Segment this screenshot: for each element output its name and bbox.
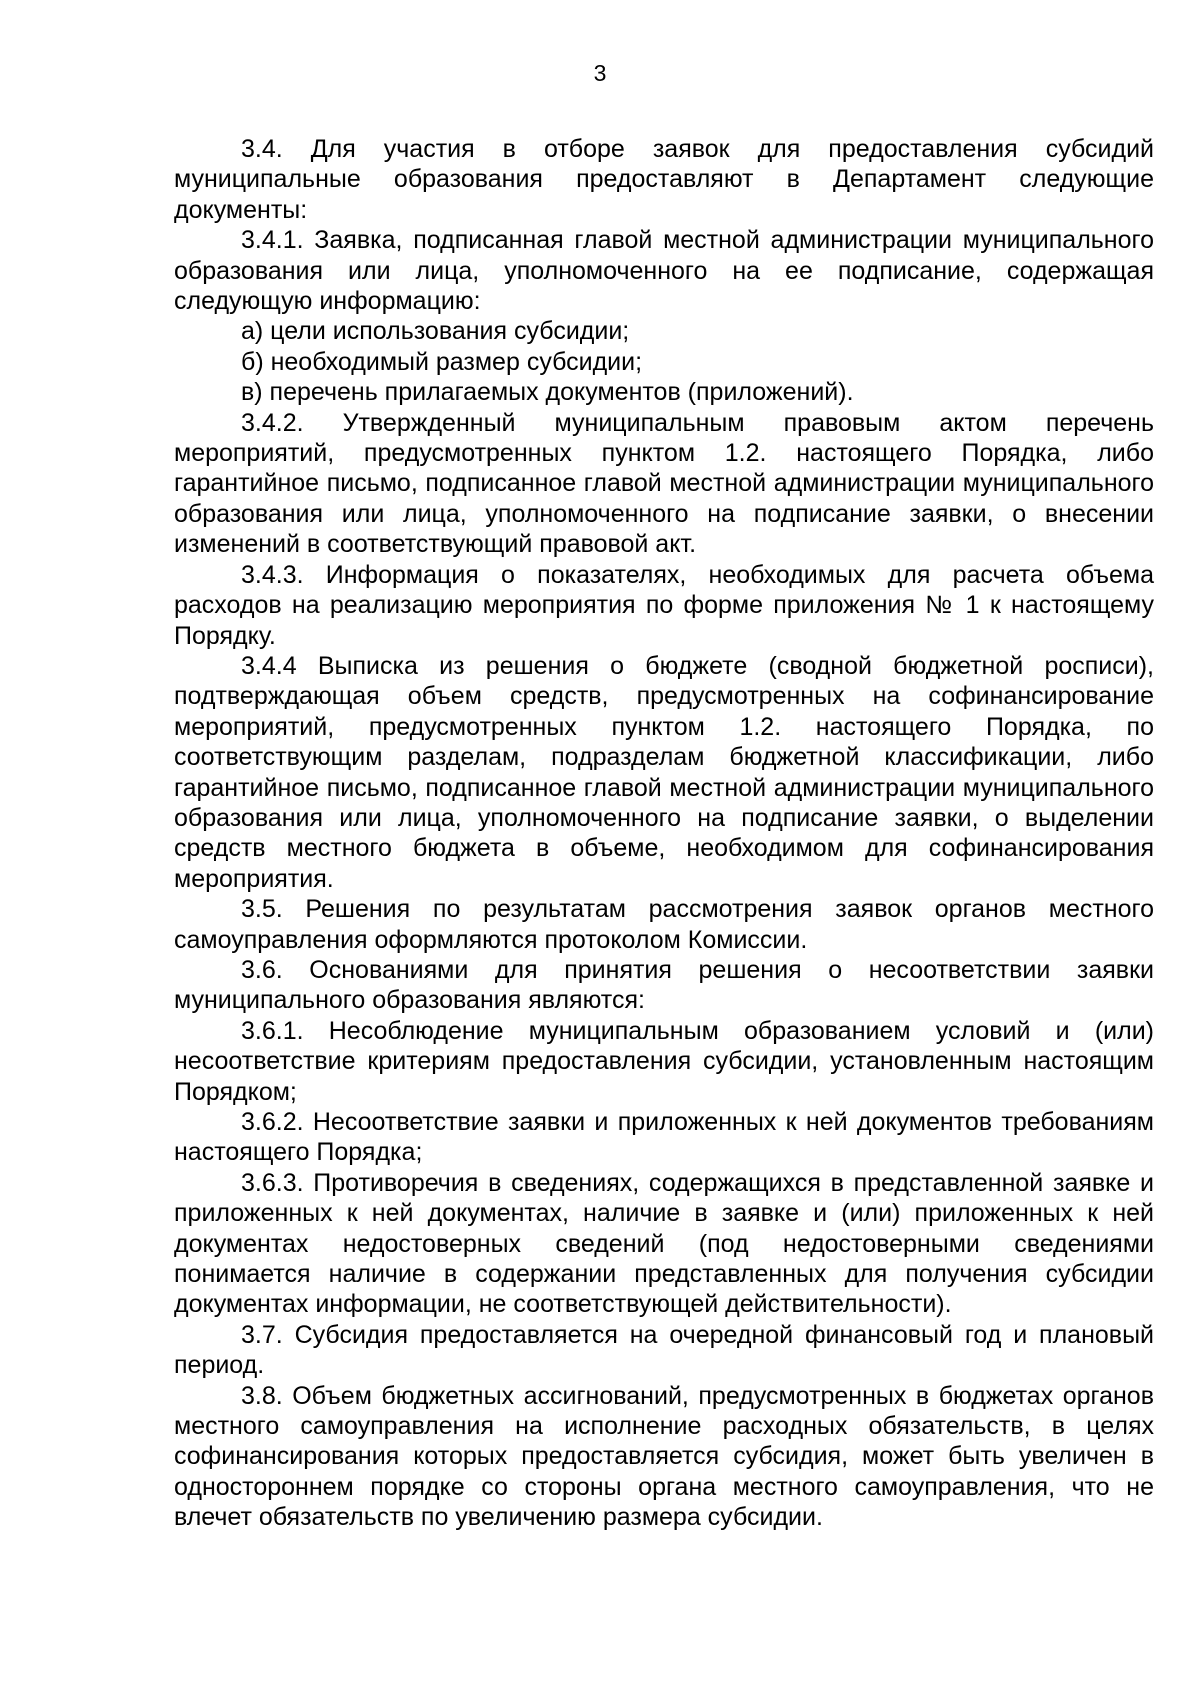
paragraph-3-8: 3.8. Объем бюджетных ассигнований, предусмотренных в бюджетах органов местного самоуправления на исполнение расходных обязательств, в целях софинансирования которых предоставляется субсидия, может быть увеличен в одностороннем порядке со стороны органа местного самоуправления, что не влечет обязательств по увеличению размера субсидии. — [174, 1381, 1154, 1532]
paragraph-3-4-3: 3.4.3. Информация о показателях, необходимых для расчета объема расходов на реализацию мероприятия по форме приложения № 1 к настоящему Порядку. — [174, 560, 1154, 650]
paragraph-3-6-3: 3.6.3. Противоречия в сведениях, содержащихся в представленной заявке и приложенных к ней документах, наличие в заявке и (или) приложенных к ней документах недостоверных сведений (под недостоверными сведениями понимается наличие в содержании представленных для получения субсидии документах информации, не соответствующей действительности). — [174, 1168, 1154, 1319]
list-item-b: б) необходимый размер субсидии; — [241, 347, 643, 376]
paragraph-3-4-2: 3.4.2. Утвержденный муниципальным правовым актом перечень мероприятий, предусмотренных пунктом 1.2. настоящего Порядка, либо гарантийное письмо, подписанное главой местной администрации муниципального образования или лица, уполномоченного на подписание заявки, о внесении изменений в соответствующий правовой акт. — [174, 408, 1154, 559]
paragraph-3-4-1: 3.4.1. Заявка, подписанная главой местной администрации муниципального образования или лица, уполномоченного на ее подписание, содержащая следующую информацию: — [174, 226, 1154, 316]
paragraph-3-6-1: 3.6.1. Несоблюдение муниципальным образованием условий и (или) несоответствие критериям предоставления субсидии, установленным настоящим Порядком; — [174, 1016, 1154, 1106]
paragraph-3-6: 3.6. Основаниями для принятия решения о несоответствии заявки муниципального образования являются: — [174, 955, 1154, 1015]
paragraph-3-4-4: 3.4.4 Выписка из решения о бюджете (сводной бюджетной росписи), подтверждающая объем средств, предусмотренных на софинансирование мероприятий, предусмотренных пунктом 1.2. настоящего Порядка, по соответствующим разделам, подразделам бюджетной классификации, либо гарантийное письмо, подписанное главой местной администрации муниципального образования или лица, уполномоченного на подписание заявки, о выделении средств местного бюджета в объеме, необходимом для софинансирования мероприятия. — [174, 651, 1154, 893]
paragraph-3-5: 3.5. Решения по результатам рассмотрения заявок органов местного самоуправления оформляются протоколом Комиссии. — [174, 895, 1154, 954]
page-number: 3 — [593, 60, 607, 86]
list-item-v: в) перечень прилагаемых документов (приложений). — [241, 378, 854, 407]
paragraph-3-7: 3.7. Субсидия предоставляется на очередной финансовый год и плановый период. — [174, 1320, 1154, 1380]
paragraph-3-4: 3.4. Для участия в отборе заявок для предоставления субсидий муниципальные образования предоставляют в Департамент следующие документы: — [174, 135, 1154, 224]
list-item-a: а) цели использования субсидии; — [241, 317, 630, 346]
paragraph-3-6-2: 3.6.2. Несоответствие заявки и приложенных к ней документов требованиям настоящего Порядка; — [174, 1108, 1154, 1167]
document-body — [174, 134, 1154, 1533]
